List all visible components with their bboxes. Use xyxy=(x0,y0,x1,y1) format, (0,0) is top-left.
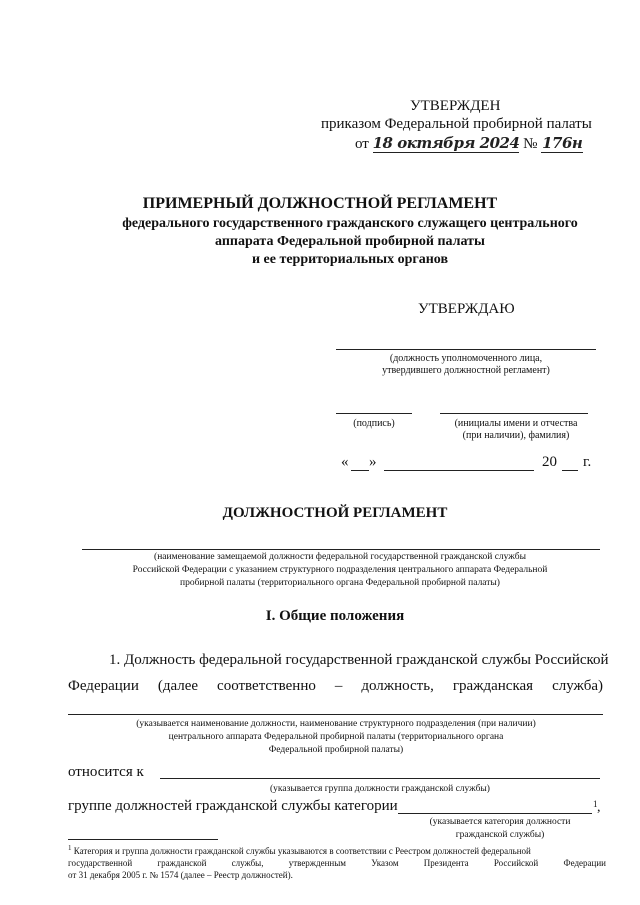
number-handwritten: 176н xyxy=(542,134,583,152)
main-subtitle-1: федерального государственного гражданского служащего центрального xyxy=(122,216,578,231)
footnote-word: утвержденным xyxy=(288,858,346,868)
main-subtitle-2: аппарата Федеральной пробирной палаты xyxy=(215,234,485,249)
date-prefix: от xyxy=(355,136,369,152)
month-line xyxy=(384,470,534,471)
approval-date-line xyxy=(355,134,583,153)
date-handwritten: 18 октября 2024 xyxy=(372,134,520,152)
regulation-caption-1: (наименование замещаемой должности федеральной государственной гражданской службы xyxy=(154,552,526,562)
word: должность, xyxy=(361,678,434,694)
footnote-line-1 xyxy=(68,842,606,857)
signature-line xyxy=(336,413,412,414)
main-subtitle-3: и ее территориальных органов xyxy=(251,252,449,267)
year-line xyxy=(562,470,578,471)
paragraph-1-line-2 xyxy=(68,678,603,695)
name-caption-2: (при наличии), фамилия) xyxy=(462,430,570,441)
category-label: группе должностей гражданской службы категории xyxy=(68,798,398,814)
footnote-ref: 1 xyxy=(593,799,598,809)
word: соответственно xyxy=(217,678,316,694)
position-line xyxy=(336,349,596,350)
paragraph-1-line-1: 1. Должность федеральной государственной гражданской службы Российской xyxy=(109,652,609,668)
footnote-word: Федерации xyxy=(563,858,606,868)
position-caption-1: (должность уполномоченного лица, xyxy=(389,353,543,364)
category-line xyxy=(398,813,592,814)
approval-title: УТВЕРЖДЕН xyxy=(410,98,501,114)
position-name-caption-2: центрального аппарата Федеральной пробирной палаты (территориального органа xyxy=(168,732,504,742)
footnote-word: Президента xyxy=(423,858,469,868)
group-line xyxy=(160,778,600,779)
name-line xyxy=(440,413,588,414)
word: – xyxy=(334,678,343,694)
section-title: I. Общие положения xyxy=(265,608,405,624)
signature-caption: (подпись) xyxy=(353,418,395,429)
main-title: ПРИМЕРНЫЙ ДОЛЖНОСТНОЙ РЕГЛАМЕНТ xyxy=(142,195,498,212)
footnote-word: службы, xyxy=(231,858,264,868)
footnote-word: Российской xyxy=(493,858,539,868)
footnote-line-3: от 31 декабря 2005 г. № 1574 (далее – Реестр должностей). xyxy=(68,870,293,880)
regulation-caption-3: пробирной палаты (территориального органа Федеральной пробирной палаты) xyxy=(180,578,500,588)
year-suffix: г. xyxy=(583,454,592,470)
approve-title: УТВЕРЖДАЮ xyxy=(418,301,515,317)
footnote-line-2 xyxy=(68,857,606,869)
position-name-caption-1: (указывается наименование должности, наименование структурного подразделения (при наличии) xyxy=(136,719,536,729)
number-prefix: № xyxy=(523,136,538,152)
relates-to-label: относится к xyxy=(68,764,144,780)
regulation-position-line xyxy=(82,549,600,550)
date-open-quote: « xyxy=(341,454,349,470)
category-comma: , xyxy=(597,800,601,815)
word: (далее xyxy=(157,678,199,694)
date-close-quote: » xyxy=(369,454,377,470)
group-caption: (указывается группа должности гражданской службы) xyxy=(270,784,490,794)
position-caption-2: утвердившего должностной регламент) xyxy=(382,365,550,376)
category-caption-2: гражданской службы) xyxy=(455,830,545,840)
year-prefix: 20 xyxy=(542,454,557,470)
footnote-word: государственной xyxy=(68,858,133,868)
regulation-caption-2: Российской Федерации с указанием структурного подразделения центрального аппарата Федеральной xyxy=(132,565,548,575)
footnote-word: гражданской xyxy=(157,858,207,868)
footnote-text-1: Категория и группа должности гражданской службы указываются в соответствии с Реестром должностей федеральной xyxy=(73,846,531,856)
footnote-mark: 1 xyxy=(68,844,72,852)
name-caption-1: (инициалы имени и отчества xyxy=(454,418,578,429)
position-name-line xyxy=(68,714,603,715)
footnote-block xyxy=(68,842,606,881)
approval-order-line: приказом Федеральной пробирной палаты xyxy=(321,116,592,132)
category-caption-1: (указывается категория должности xyxy=(429,817,571,827)
word: гражданская xyxy=(452,678,534,694)
footnote-separator xyxy=(68,839,218,840)
day-line xyxy=(351,470,369,471)
word: Федерации xyxy=(68,678,139,694)
regulation-title: ДОЛЖНОСТНОЙ РЕГЛАМЕНТ xyxy=(222,505,448,521)
footnote-word: Указом xyxy=(371,858,399,868)
position-name-caption-3: Федеральной пробирной палаты) xyxy=(268,745,404,755)
word: служба) xyxy=(552,678,603,694)
